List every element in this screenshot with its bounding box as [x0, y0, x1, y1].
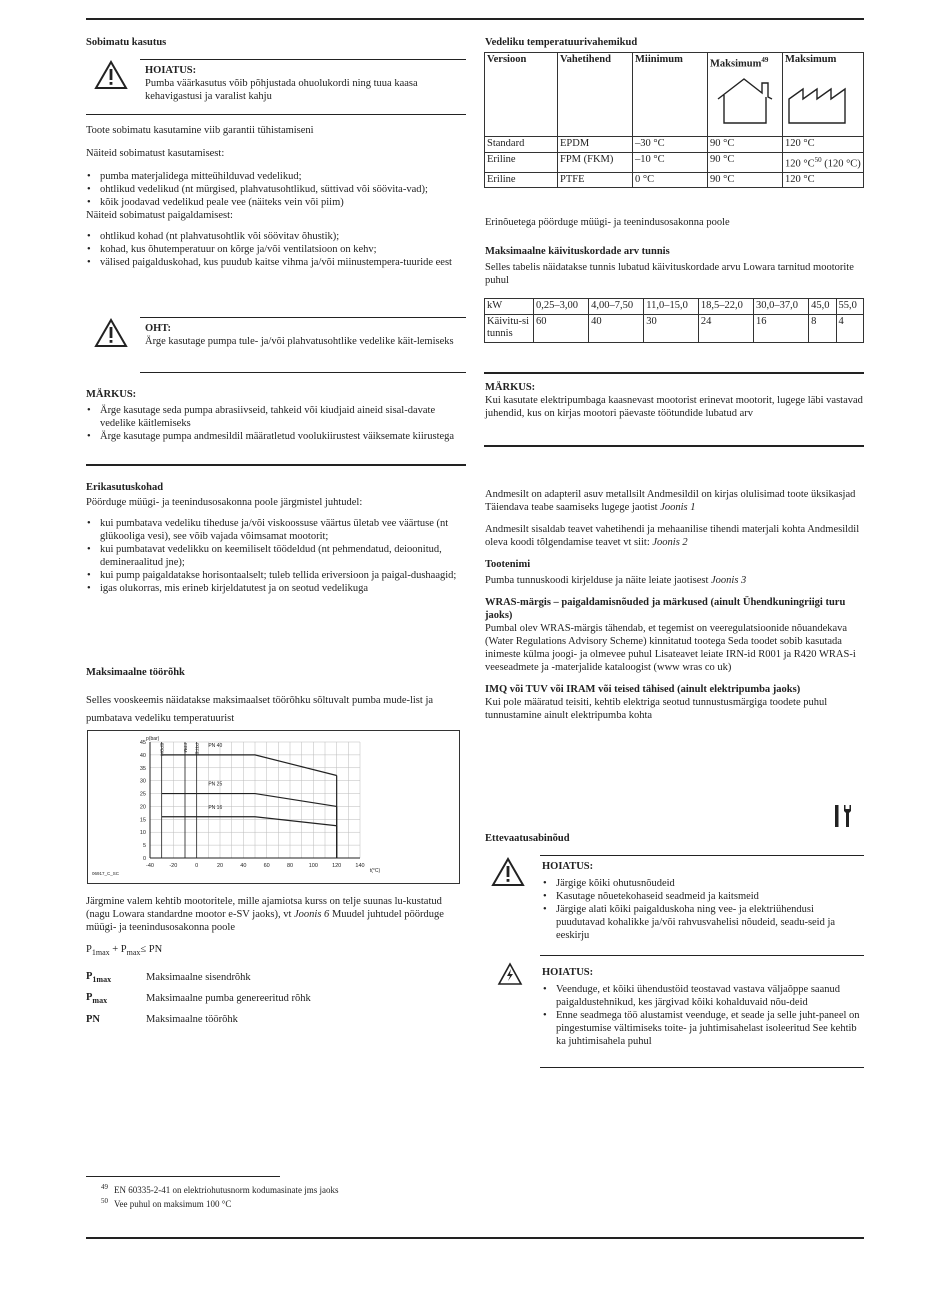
- y-tick-label: 0: [142, 856, 146, 862]
- formula: $P_{1max} + P_{max}\le$ PN: [86, 944, 163, 958]
- definition: Maksimaalne pumba genereeritud rõhk: [146, 993, 311, 1005]
- list-item: • Järgige alati kõiki paigalduskoha ning vee- ja elektriühendusi puudutavad kohalikke ja/või rahvusvahelisi nõudeid, seadu-seid ja eeskirju: [542, 903, 864, 942]
- y-tick-label: 45: [139, 740, 146, 746]
- material-label: EPDM: [159, 743, 165, 757]
- x-tick-label: 60: [263, 863, 270, 869]
- misuse-install-list: [86, 230, 466, 269]
- divider: [140, 372, 466, 373]
- series-label: PN 16: [208, 804, 223, 811]
- safety-section: [485, 832, 865, 845]
- series-line: [162, 817, 337, 826]
- divider: [86, 464, 466, 466]
- x-tick-label: 120: [332, 863, 342, 869]
- misuse-warning: [145, 64, 467, 103]
- series-label: PN 25: [208, 781, 223, 788]
- danger-title: OHT:: [145, 323, 172, 334]
- misuse-note: [86, 388, 466, 443]
- divider: [140, 59, 466, 60]
- pressure-body: [86, 895, 466, 1030]
- divider: [540, 1067, 864, 1068]
- y-tick-label: 40: [139, 752, 146, 759]
- danger-box: [145, 322, 467, 348]
- note-list: [86, 404, 466, 443]
- left-column: [86, 36, 466, 49]
- list-item: • välised paigalduskohad, kus puudub kaitse vihma ja/või miinustempera-tuuride eest: [86, 256, 466, 269]
- starts-section: [485, 245, 865, 287]
- safety-warning-1: HOIATUS: • Järgige kõiki ohutusnõudeid • Kasutage nõuetekohaseid seadmeid ja kaitsmeid • Järgige alati kõiki paigalduskoha ning vee- ja elektriühendusi puudutavad kohalikke ja/või rahvusvahelisi nõudeid, seadu-seid ja eeskirju: [542, 860, 864, 942]
- misuse-para-3: Näiteid sobimatust paigaldamisest:: [86, 210, 233, 221]
- misuse-para-1: Toote sobimatu kasutamine viib garantii tühistamiseni: [86, 125, 314, 136]
- y-tick-label: 35: [139, 765, 146, 772]
- list-item: • Järgige kõiki ohutusnõudeid: [542, 877, 864, 890]
- list-item: • ohtlikud kohad (nt plahvatusohtlik või söövitav õhustik);: [86, 230, 466, 243]
- list-item: • Enne seadmega töö alustamist veenduge, et seade ja selle juht-paneel on pingestumise vältimiseks toite- ja juhtimisahelast isoleeritud See kehtib ka juhtimisahela puhul: [542, 1009, 864, 1048]
- definitions: $P_{1max}$ Maksimaalne sisendrõhk $P_{max}$ Maksimaalne pumba genereeritud rõhk PN Maksimaalne töörõhk: [86, 967, 311, 1030]
- y-tick-label: 30: [139, 778, 146, 785]
- divider: [140, 317, 466, 318]
- plate-section: Andmesilt on adapteril asuv metallsilt Andmesildil on kirjas olulisimad toote üksikasjad Täiendava teabe saamiseks lugege jaotist Joonis 1 Andmesilt sisaldab teavet vahetihendi ja mehaanilise tihendi materjali kohta Andmesildil oleva koodi tõlgendamise teavet vt siit: Joonis 2 Tootenimi Pumba tunnuskoodi kirjelduse ja näite leiate jaotisest Joonis 3 WRAS-märgis – paigaldamisnõuded ja märkused (ainult Ühendkuningriigi turu jaoks) Pumbal olev WRAS-märgis tähendab, et tegemist on veeregulatsioonide nõuandekava (Water Regulations Advisory Scheme) kinnitatud tootega Seda toodet sobib kasutada inimeste külma joogi- ja olmevee puhul Lisateavet leiate IRN-id R001 ja R420 WRAS-i veeseadmete ja -materjalide kataloogist (www wras co uk) IMQ või TUV või IRAM või teised tähised (ainult elektripumba jaoks) Kui pole määratud teisiti, kehtib elektriga seotud tunnustusmärgiga toodete puhul tunnustamine ainult elektripumba kohta: [485, 489, 860, 721]
- list-item: • Kasutage nõuetekohaseid seadmeid ja kaitsmeid: [542, 890, 864, 903]
- y-tick-label: 10: [139, 830, 146, 837]
- list-item: • kui pump paigaldatakse horisontaalselt; tuleb tellida eriversioon ja paigal-dushaagid;: [86, 569, 466, 582]
- x-tick-label: 80: [286, 863, 294, 869]
- factory-icon: [787, 75, 857, 125]
- bottom-rule: [86, 1237, 864, 1239]
- list-item: • Ärge kasutage seda pumpa abrasiivseid, tahkeid või kiudjaid aineid sisal-davate vedelike käitlemiseks: [86, 404, 466, 430]
- series-label: PN 40: [208, 742, 223, 749]
- misuse-use-list: [86, 170, 466, 209]
- y-axis-label: p(bar): [146, 736, 160, 742]
- list-item: • kõik joodavad vedelikud peale vee (näiteks vein või piim): [86, 196, 466, 209]
- note-title: MÄRKUS:: [86, 389, 137, 400]
- danger-icon: [94, 318, 128, 348]
- y-tick-label: 15: [139, 817, 146, 824]
- x-tick-label: 100: [308, 863, 318, 869]
- pressure-chart-frame: [87, 730, 460, 884]
- warning-text: Pumba väärkasutus võib põhjustada ohuolukordi ning tuua kaasa kehavigastusi ja varalist kahju: [145, 78, 418, 102]
- pressure-section: [86, 666, 466, 728]
- list-item: • kui pumbatavat vedelikku on keemiliselt töödeldud (nt pehmendatud, deioonitud, demineraalitud jne);: [86, 543, 466, 569]
- warning-icon: [491, 857, 525, 887]
- divider: [540, 855, 864, 856]
- list-item: • kohad, kus õhutemperatuur on kõrge ja/või ventilatsioon on kehv;: [86, 243, 466, 256]
- special-list: [86, 517, 466, 595]
- y-tick-label: 5: [142, 843, 146, 850]
- electrical-hazard-icon: [497, 962, 523, 986]
- pressure-formula-note: Järgmine valem kehtib mootoritele, mille ajamiotsa kurss on telje suunas lu-kustatud (nagu Lowara standardne mootor e-SV jaoks), vt Joonis 6 Muudel juhtudel pöörduge müügi- ja teenindusosakonna poole: [86, 896, 444, 933]
- series-line: [162, 755, 337, 776]
- misuse-para-2: Näiteid sobimatust kasutamisest:: [86, 148, 225, 159]
- footnote: $^{49}$ EN 60335-2-41 on elektriohutusnorm kodumasinate jms jaoks: [101, 1183, 339, 1195]
- starts-note: MÄRKUS: Kui kasutate elektripumbaga kaasnevast mootorist erinevat mootorit, lugege läbi vastavad juhendid, kus on kirjas mootori päevaste töötundide lubatud arv: [485, 382, 863, 419]
- definition: Maksimaalne sisendrõhk: [146, 972, 251, 984]
- x-tick-label: 0: [195, 863, 199, 869]
- x-tick-label: 40: [240, 863, 247, 869]
- footnote: $^{50}$ Vee puhul on maksimum 100 °C: [101, 1197, 232, 1209]
- starts-title: Maksimaalne käivituskordade arv tunnis: [485, 246, 670, 257]
- warning-icon: [94, 60, 128, 90]
- temp-table: Versioon Vahetihend Miinimum Maksimum$^{49}$ Maksimum Standard EPDM –30 °C 90 °C 120 °C Eriline FPM (FKM) –10 °C 90 °C 120 $^\circ C^{50}$ (120 °C) Eriline PTFE 0 °C 90 °C 120 °C: [484, 52, 864, 188]
- safety-warning-2: HOIATUS: • Veenduge, et kõiki ühendustöid teostavad vastava väljaõppe saanud paigaldustehnikud, kes järgivad kõiki kohalduvaid nõu-deid • Enne seadmega töö alustamist veenduge, et seade ja selle juht-paneel on pingestumise vältimiseks toite- ja juhtimisahelast isoleeritud See kehtib ka juhtimisahela puhul: [542, 966, 864, 1048]
- special-para: Pöörduge müügi- ja teenindusosakonna poole järgmistel juhtudel:: [86, 497, 363, 508]
- special-title: Erikasutuskohad: [86, 482, 164, 493]
- list-item: • ohtlikud vedelikud (nt mürgised, plahvatusohtlikud, süttivad või söövita-vad);: [86, 183, 466, 196]
- list-item: • kui pumbatava vedeliku tiheduse ja/või viskoossuse väärtus ületab vee väärtuse (nt glükooliga vesi), see võib vajada võimsamat mootorit;: [86, 517, 466, 543]
- misuse-body: [86, 124, 466, 269]
- divider: [86, 114, 466, 115]
- divider: [484, 445, 864, 447]
- safety-title: Ettevaatusabinõud: [485, 833, 570, 844]
- danger-text: Ärge kasutage pumpa tule- ja/või plahvatusohtlike vedelike käit-lemiseks: [145, 336, 454, 347]
- chart-code: 06917_C_SC: [92, 871, 120, 876]
- x-axis-label: t(°C): [369, 868, 381, 874]
- misuse-title: Sobimatu kasutus: [86, 37, 167, 48]
- list-item: • pumba materjalidega mitteühilduvad vedelikud;: [86, 170, 466, 183]
- x-tick-label: -40: [146, 863, 154, 869]
- warning-title: HOIATUS:: [145, 65, 197, 76]
- top-rule: [86, 18, 864, 20]
- footnotes: [86, 1182, 466, 1210]
- x-tick-label: 20: [216, 863, 224, 869]
- divider: [540, 955, 864, 956]
- pressure-title: Maksimaalne töörõhk: [86, 667, 185, 678]
- pressure-para: Selles vooskeemis näidatakse maksimaalset töörõhku sõltuvalt pumba mude-list ja pumbatava vedeliku temperatuurist: [86, 695, 434, 724]
- x-tick-label: -20: [169, 863, 178, 869]
- material-label: FPM: [183, 743, 188, 753]
- temp-title: Vedeliku temperatuurivahemikud: [485, 37, 638, 48]
- temp-section: [485, 36, 865, 49]
- starts-table: kW 0,25–3,00 4,00–7,50 11,0–15,0 18,5–22,0 30,0–37,0 45,0 55,0 Käivitu-si tunnis 60 40 30 24 16 8 4: [484, 298, 864, 343]
- tools-icon: [833, 803, 853, 829]
- list-item: • igas olukorras, mis erineb kirjeldatutest ja on seotud vedelikuga: [86, 582, 466, 595]
- x-tick-label: 140: [355, 863, 365, 869]
- special-section: [86, 481, 466, 595]
- starts-para: Selles tabelis näidatakse tunnis lubatud käivituskordade arvu Lowara tarnitud mootorite puhul: [485, 262, 854, 286]
- house-icon: [714, 75, 774, 125]
- footnote-rule: [86, 1176, 280, 1177]
- definition: Maksimaalne töörõhk: [146, 1014, 238, 1026]
- series-line: [162, 794, 337, 807]
- pressure-chart: [88, 731, 459, 883]
- y-tick-label: 20: [139, 804, 146, 811]
- y-tick-label: 25: [139, 791, 146, 798]
- material-label: PTFE: [194, 743, 200, 755]
- divider: [484, 372, 864, 374]
- temp-after: Erinõuetega pöörduge müügi- ja teenindusosakonna poole: [485, 217, 730, 228]
- figure-ref: Joonis 6: [294, 909, 330, 920]
- list-item: • Veenduge, et kõiki ühendustöid teostavad vastava väljaõppe saanud paigaldustehnikud, kes järgivad kõiki kohalduvaid nõu-deid: [542, 983, 864, 1009]
- list-item: • Ärge kasutage pumpa andmesildil määratletud voolukiirustest väiksemate kiirustega: [86, 430, 466, 443]
